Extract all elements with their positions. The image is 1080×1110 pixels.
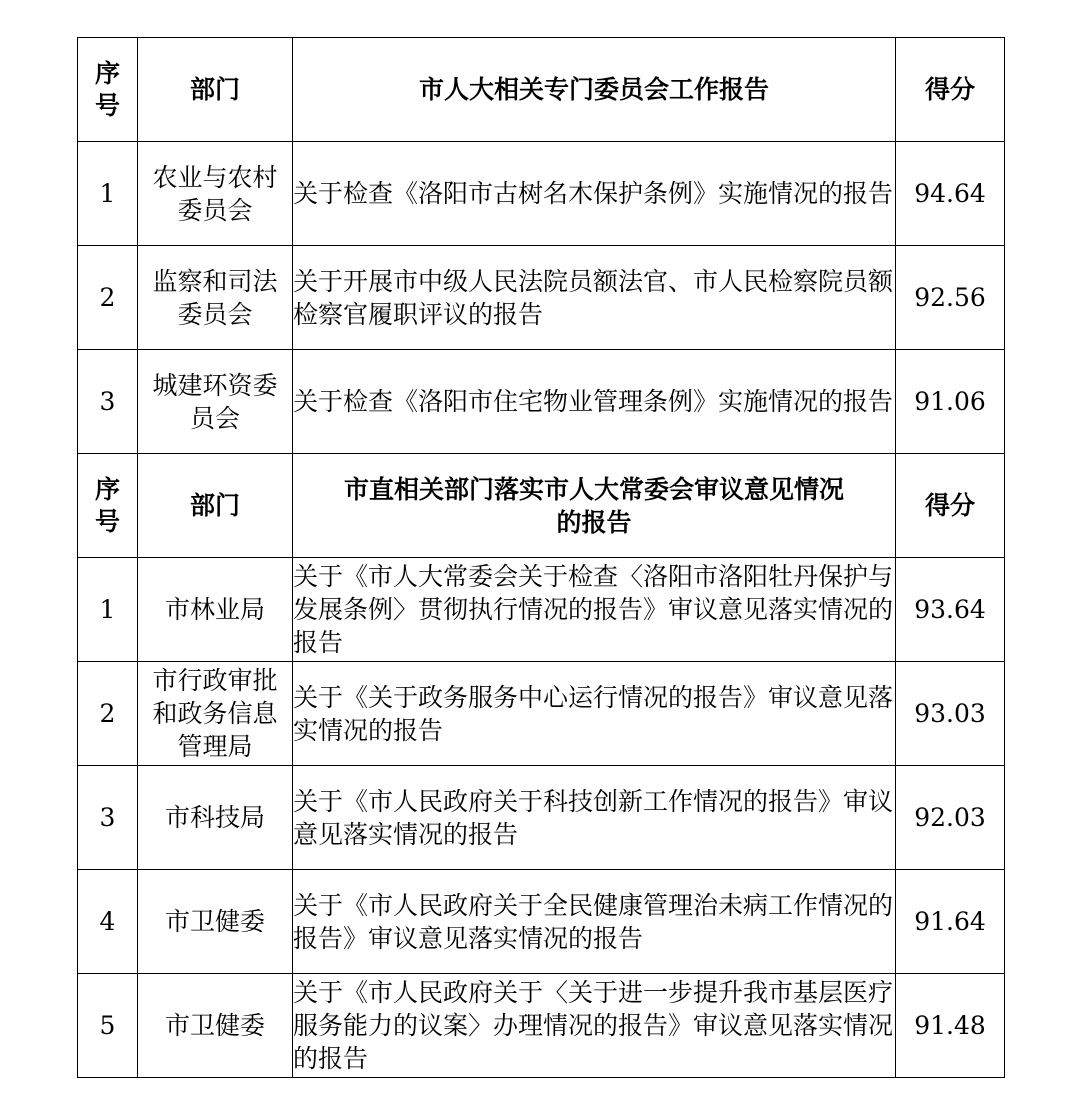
row-dept: 市林业局 — [138, 558, 293, 662]
header-index: 序号 — [78, 454, 138, 558]
row-dept: 市科技局 — [138, 766, 293, 870]
row-dept: 农业与农村委员会 — [138, 142, 293, 246]
row-report: 关于开展市中级人民法院员额法官、市人民检察院员额检察官履职评议的报告 — [293, 246, 896, 350]
row-report: 关于《市人民政府关于全民健康管理治未病工作情况的报告》审议意见落实情况的报告 — [293, 870, 896, 974]
header-score: 得分 — [896, 454, 1005, 558]
row-index: 1 — [78, 142, 138, 246]
score-table — [77, 37, 1005, 1078]
table-row — [78, 662, 1005, 766]
header-index: 序号 — [78, 38, 138, 142]
row-report: 关于《市人民政府关于〈关于进一步提升我市基层医疗服务能力的议案〉办理情况的报告》审议意见落实情况的报告 — [293, 974, 896, 1078]
header-dept: 部门 — [138, 454, 293, 558]
row-score: 91.48 — [896, 974, 1005, 1078]
row-dept: 监察和司法委员会 — [138, 246, 293, 350]
row-report: 关于检查《洛阳市古树名木保护条例》实施情况的报告 — [293, 142, 896, 246]
header-score: 得分 — [896, 38, 1005, 142]
row-report: 关于《关于政务服务中心运行情况的报告》审议意见落实情况的报告 — [293, 662, 896, 766]
row-score: 94.64 — [896, 142, 1005, 246]
header-dept: 部门 — [138, 38, 293, 142]
table-row — [78, 558, 1005, 662]
table-row — [78, 142, 1005, 246]
row-score: 92.03 — [896, 766, 1005, 870]
table-row — [78, 974, 1005, 1078]
row-score: 93.03 — [896, 662, 1005, 766]
row-index: 2 — [78, 246, 138, 350]
row-report: 关于《市人大常委会关于检查〈洛阳市洛阳牡丹保护与发展条例〉贯彻执行情况的报告》审议意见落实情况的报告 — [293, 558, 896, 662]
row-score: 91.06 — [896, 350, 1005, 454]
row-dept: 市行政审批和政务信息管理局 — [138, 662, 293, 766]
row-score: 92.56 — [896, 246, 1005, 350]
table-row — [78, 246, 1005, 350]
row-index: 3 — [78, 766, 138, 870]
row-dept: 城建环资委员会 — [138, 350, 293, 454]
row-index: 4 — [78, 870, 138, 974]
row-index: 5 — [78, 974, 138, 1078]
section-1-header-row — [78, 38, 1005, 142]
section-2-header-row — [78, 454, 1005, 558]
table-row — [78, 870, 1005, 974]
row-dept: 市卫健委 — [138, 870, 293, 974]
row-score: 93.64 — [896, 558, 1005, 662]
table-row — [78, 766, 1005, 870]
row-index: 3 — [78, 350, 138, 454]
row-report: 关于《市人民政府关于科技创新工作情况的报告》审议意见落实情况的报告 — [293, 766, 896, 870]
table-row — [78, 350, 1005, 454]
row-dept: 市卫健委 — [138, 974, 293, 1078]
row-index: 2 — [78, 662, 138, 766]
row-report: 关于检查《洛阳市住宅物业管理条例》实施情况的报告 — [293, 350, 896, 454]
row-score: 91.64 — [896, 870, 1005, 974]
header-report-title: 市人大相关专门委员会工作报告 — [293, 38, 896, 142]
row-index: 1 — [78, 558, 138, 662]
header-report-title: 市直相关部门落实市人大常委会审议意见情况的报告 — [293, 454, 896, 558]
